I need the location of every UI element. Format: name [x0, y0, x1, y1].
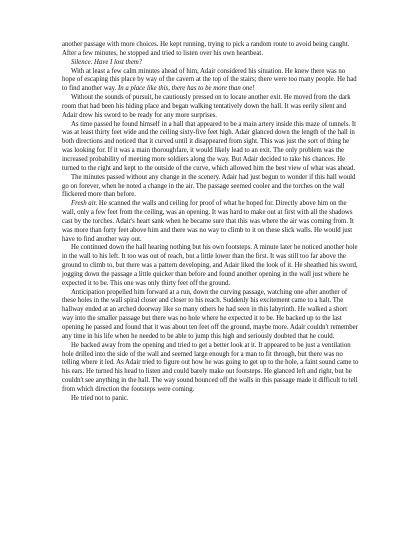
- body-text: Without the sounds of pursuit, he cautiously pressed on to locate another exit. He moved from the dark room that had been his hiding place and began walking tentatively down the hall. It was eerily silent and Adair drew his sword to be ready for any more surprises.: [62, 94, 351, 119]
- body-text: He scanned the walls and ceiling for proof of what he hoped for. Directly above him on the wall, only a few feet from the ceiling, was an opening. It was hard to make out at first with all the shadows cast by the torches. Adair's heart sank when he became sure that this was where the air was coming from. It was more than forty feet above him and there was no way to climb to it on these slick walls. He would just have to find another way out.: [62, 200, 354, 243]
- paragraph-6: [62, 174, 360, 201]
- book-page: [62, 41, 360, 404]
- paragraph-3: [62, 68, 360, 95]
- body-text: The minutes passed without any change in the scenery. Adair had just begun to wonder if this hall would go on forever, when he noted a change in the air. The passage seemed cooler and the torches on the wall flickered more than before.: [62, 173, 356, 199]
- body-text: Anticipation propelled him forward at a run, down the curving passage, watching one after another of these holes in the wall spiral closer and closer to his reach. Suddenly his excitement came to a halt. The hallway ended at an arched doorway like so many others he had seen in this labyrinth. He walked a short way into the smaller passage but there was no hole where he expected it to be. He backed up to the last opening he passed and found that it was about ten feet off the ground, maybe more. Adair couldn't remember any time in his life when he needed to be able to jump this high and seriously doubted that he could.: [62, 288, 358, 340]
- paragraph-5: [62, 121, 360, 174]
- paragraph-1: [62, 41, 360, 59]
- paragraph-11: [62, 395, 360, 404]
- paragraph-8: [62, 244, 360, 288]
- paragraph-4: [62, 94, 360, 121]
- body-text: He tried not to panic.: [71, 394, 129, 402]
- body-text: He continued down the hall hearing nothing but his own footsteps. A minute later he noticed another hole in the wall to his left. It too was out of reach, but a little lower than the first. It was still too far above the ground to climb to, but there was a pattern developing, and Adair liked the look of it. He sheathed his sword, jogging down the passage a little quicker than before and found another opening in the wall just where he expected it to be. This one was only thirty feet off the ground.: [62, 244, 358, 287]
- body-text: As time passed he found himself in a hall that appeared to be a main artery inside this maze of tunnels. It was at least thirty feet wide and the ceiling sixty-five feet high. Adair glanced down the length of the hall in both directions and noticed that it curved until it disappeared from sight. This was just the sort of thing he was looking for. If it was a main thoroughfare, it would likely lead to an exit. The only problem was the increased probability of meeting more soldiers along the way. But Adair decided to take his chances. He turned to the right and kept to the outside of the curve, which allowed him the best view of what was ahead.: [62, 120, 357, 172]
- body-text: He backed away from the opening and tried to get a better look at it. It appeared to be just a ventilation hole drilled into the side of the wall and seemed large enough for a man to fit through, but there was no telling where it led. As Adair tried to figure out how he was going to get up to the hole, a faint sound came to his ears. He turned his head to listen and could barely make out footsteps. He glanced left and right, but he couldn't see anything in the hall. The way sound bounced off the walls in this passage made it difficult to tell from which direction the footsteps were coming.: [62, 341, 359, 393]
- italic-text: Fresh air.: [71, 200, 98, 208]
- italic-text: In a place like this, there has to be more than one!: [118, 85, 255, 93]
- italic-text: Silence. Have I lost them?: [71, 58, 143, 66]
- paragraph-7: [62, 200, 360, 244]
- body-text: With at least a few calm minutes ahead of him, Adair considered his situation. He knew there was no hope of escaping this place by way of the cavern at the top of the stairs; there were too many people. He had to find another way.: [62, 67, 357, 93]
- body-text: another passage with more choices. He kept running, trying to pick a random route to avoid being caught. After a few minutes, he stopped and tried to listen over his own heartbeat.: [62, 41, 350, 57]
- paragraph-10: [62, 342, 360, 395]
- paragraph-9: [62, 289, 360, 342]
- paragraph-2: [62, 59, 360, 68]
